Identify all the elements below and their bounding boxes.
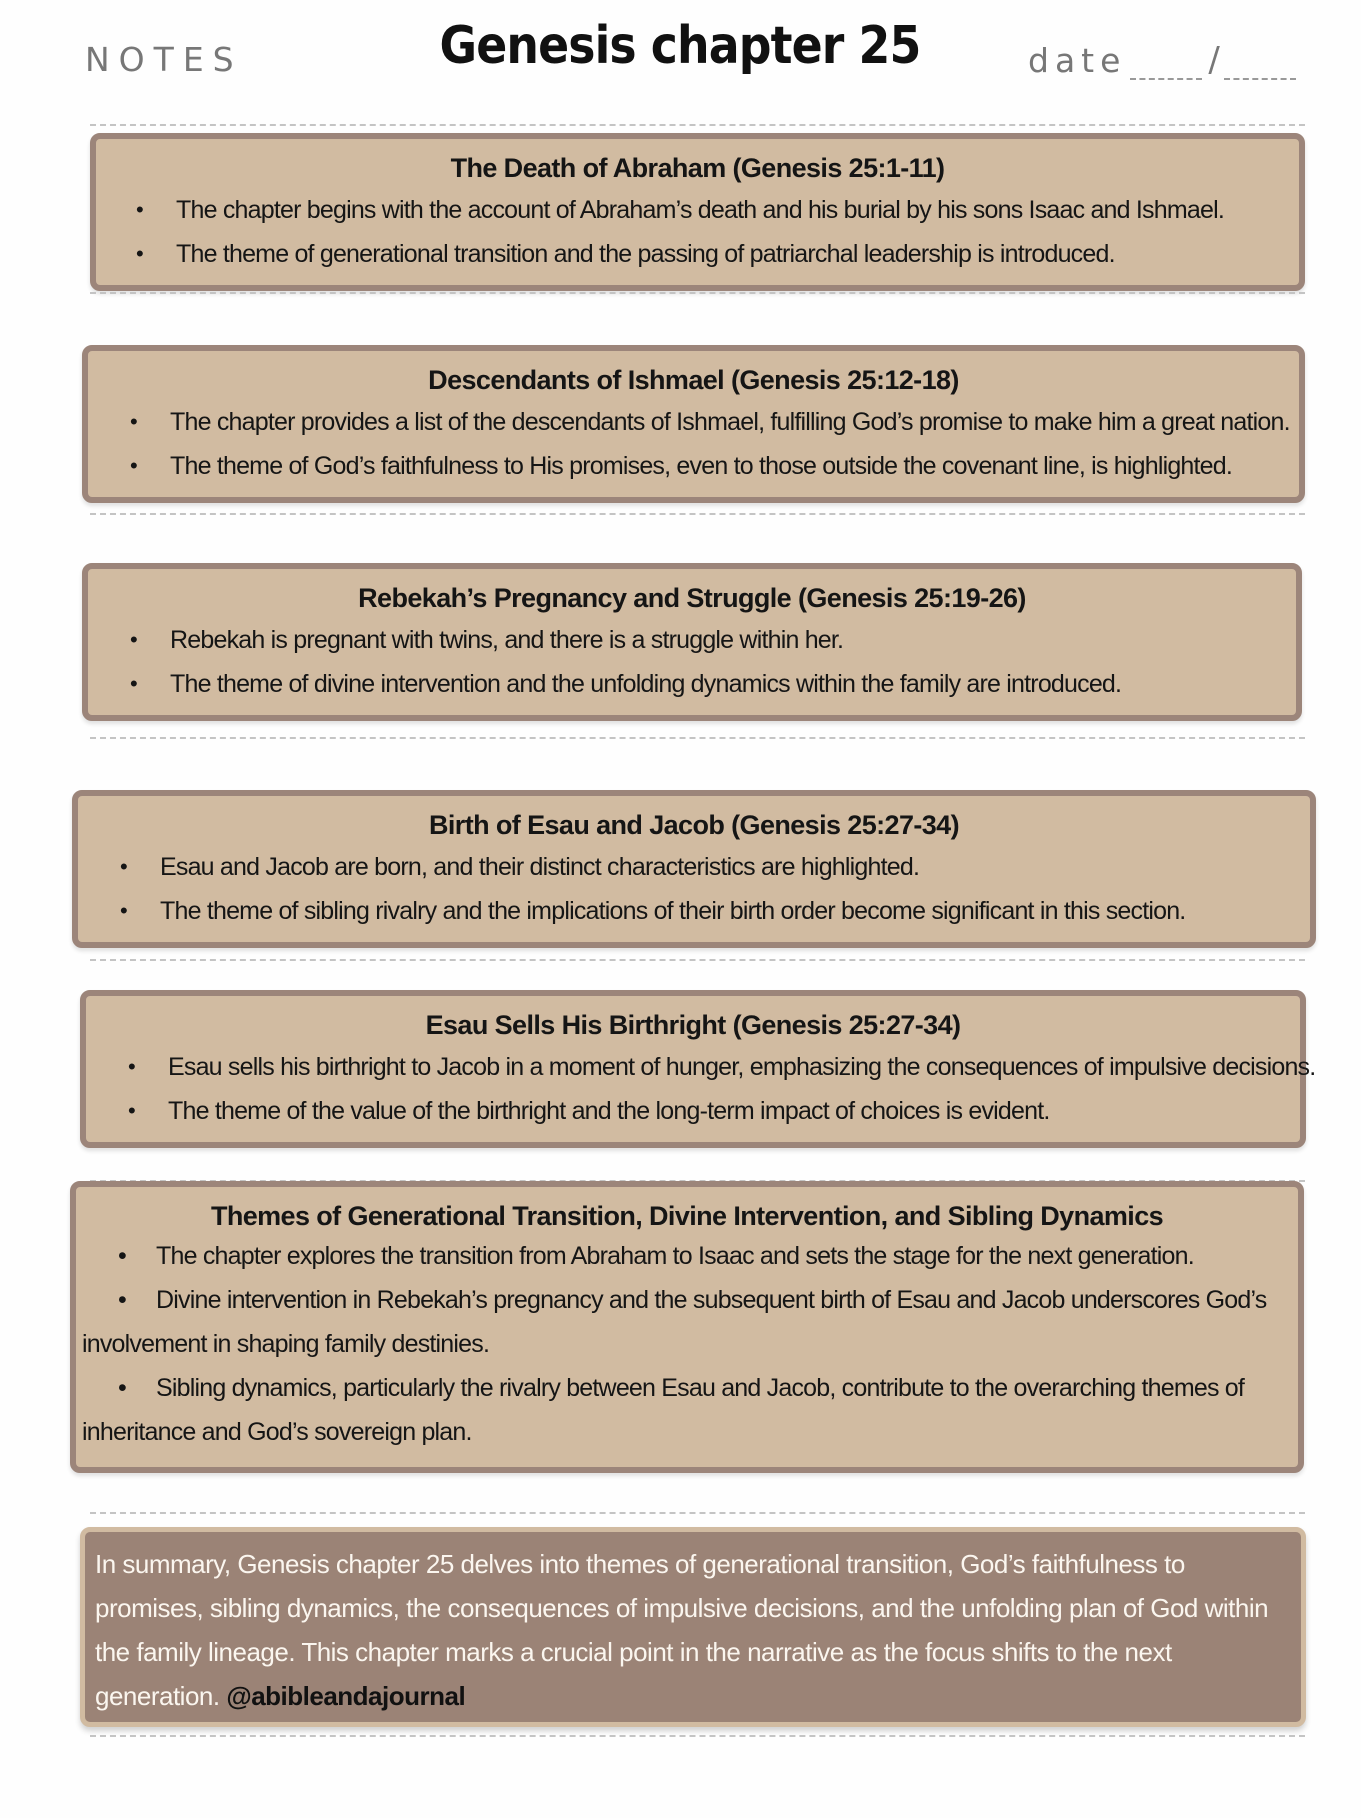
date-day-blank[interactable] — [1224, 48, 1296, 80]
author-handle[interactable]: @abibleandajournal — [226, 1681, 466, 1711]
bullet-icon: • — [120, 854, 127, 879]
divider — [90, 737, 1305, 739]
bullet-text: The theme of God’s faithfulness to His promises, even to those outside the covenant line, is highlighted. — [170, 452, 1233, 480]
bullet-icon: • — [120, 898, 127, 923]
bullet-text: The theme of sibling rivalry and the implications of their birth order become significant in this section. — [160, 897, 1186, 925]
date-field — [1028, 40, 1302, 80]
list-item — [96, 232, 1299, 276]
bullet-icon: • — [136, 197, 143, 222]
section-title: The Death of Abraham (Genesis 25:1-11) — [450, 153, 945, 183]
bullet-icon: • — [136, 241, 143, 266]
section-title: Descendants of Ishmael (Genesis 25:12-18) — [428, 365, 959, 395]
bullet-icon: • — [128, 1098, 135, 1123]
bullet-icon: • — [118, 1286, 126, 1314]
list-item — [82, 1366, 1276, 1454]
bullet-text: The theme of generational transition and the passing of patriarchal leadership is introduced. — [176, 240, 1115, 268]
divider — [90, 1735, 1305, 1737]
bullet-icon: • — [130, 627, 137, 652]
bullet-text: The theme of divine intervention and the unfolding dynamics within the family are introduced. — [170, 670, 1122, 698]
bullet-text: Sibling dynamics, particularly the rivalry between Esau and Jacob, contribute to the overarching themes of inheritance and God’s sovereign plan. — [82, 1374, 1245, 1446]
list-item — [88, 444, 1299, 488]
bullet-icon: • — [130, 409, 137, 434]
date-label: date — [1028, 41, 1127, 80]
list-item — [88, 662, 1296, 706]
section-card-themes — [70, 1181, 1304, 1473]
bullet-icon: • — [130, 671, 137, 696]
list-item — [78, 889, 1310, 933]
bullet-text: The chapter provides a list of the descendants of Ishmael, fulfilling God’s promise to make him a great nation. — [170, 408, 1290, 436]
bullet-text: Esau and Jacob are born, and their distinct characteristics are highlighted. — [160, 853, 920, 881]
notes-label: NOTES — [85, 40, 243, 79]
section-card-rebekah-pregnancy — [82, 563, 1302, 721]
list-item — [78, 845, 1310, 889]
section-title: Esau Sells His Birthright (Genesis 25:27-34) — [425, 1010, 961, 1040]
section-card-esau-sells-birthright — [80, 990, 1316, 1148]
date-separator: / — [1208, 40, 1220, 80]
bullet-icon: • — [128, 1054, 135, 1079]
divider — [90, 124, 1305, 126]
section-card-descendants-of-ishmael — [82, 345, 1305, 503]
divider — [90, 1512, 1305, 1514]
summary-text: In summary, Genesis chapter 25 delves into themes of generational transition, God’s faithfulness to promises, sibling dynamics, the consequences of impulsive decisions, and the unfolding plan of God within the family lineage. This chapter marks a crucial point in the narrative as the focus shifts to the next generation. — [95, 1549, 1269, 1711]
bullet-text: The chapter explores the transition from Abraham to Isaac and sets the stage for the next generation. — [156, 1242, 1194, 1270]
bullet-text: Rebekah is pregnant with twins, and there is a struggle within her. — [170, 626, 844, 654]
list-item — [96, 188, 1299, 232]
section-card-birth-of-esau-and-jacob — [72, 790, 1316, 948]
list-item — [88, 618, 1296, 662]
bullet-text: Divine intervention in Rebekah’s pregnancy and the subsequent birth of Esau and Jacob underscores God’s involvement in shaping family destinies. — [82, 1286, 1267, 1358]
section-title: Themes of Generational Transition, Divine Intervention, and Sibling Dynamics — [210, 1201, 1164, 1231]
list-item — [88, 400, 1299, 444]
bullet-icon: • — [118, 1242, 126, 1270]
divider — [90, 513, 1305, 515]
bullet-text: Esau sells his birthright to Jacob in a moment of hunger, emphasizing the consequences of impulsive decisions. — [168, 1053, 1316, 1081]
bullet-text: The theme of the value of the birthright and the long-term impact of choices is evident. — [168, 1097, 1050, 1125]
section-card-death-of-abraham — [90, 133, 1305, 291]
date-month-blank[interactable] — [1130, 48, 1202, 80]
page-title: Genesis chapter 25 — [439, 16, 921, 76]
bullet-icon: • — [130, 453, 137, 478]
bullet-icon: • — [118, 1374, 126, 1402]
list-item — [82, 1278, 1276, 1366]
section-title: Rebekah’s Pregnancy and Struggle (Genesis 25:19-26) — [358, 583, 1026, 613]
list-item — [86, 1045, 1316, 1089]
list-item — [82, 1234, 1276, 1278]
divider — [90, 292, 1305, 294]
divider — [90, 959, 1305, 961]
summary-card — [80, 1527, 1306, 1727]
section-title: Birth of Esau and Jacob (Genesis 25:27-34) — [429, 810, 959, 840]
bullet-text: The chapter begins with the account of Abraham’s death and his burial by his sons Isaac and Ishmael. — [176, 196, 1224, 224]
list-item — [86, 1089, 1300, 1133]
